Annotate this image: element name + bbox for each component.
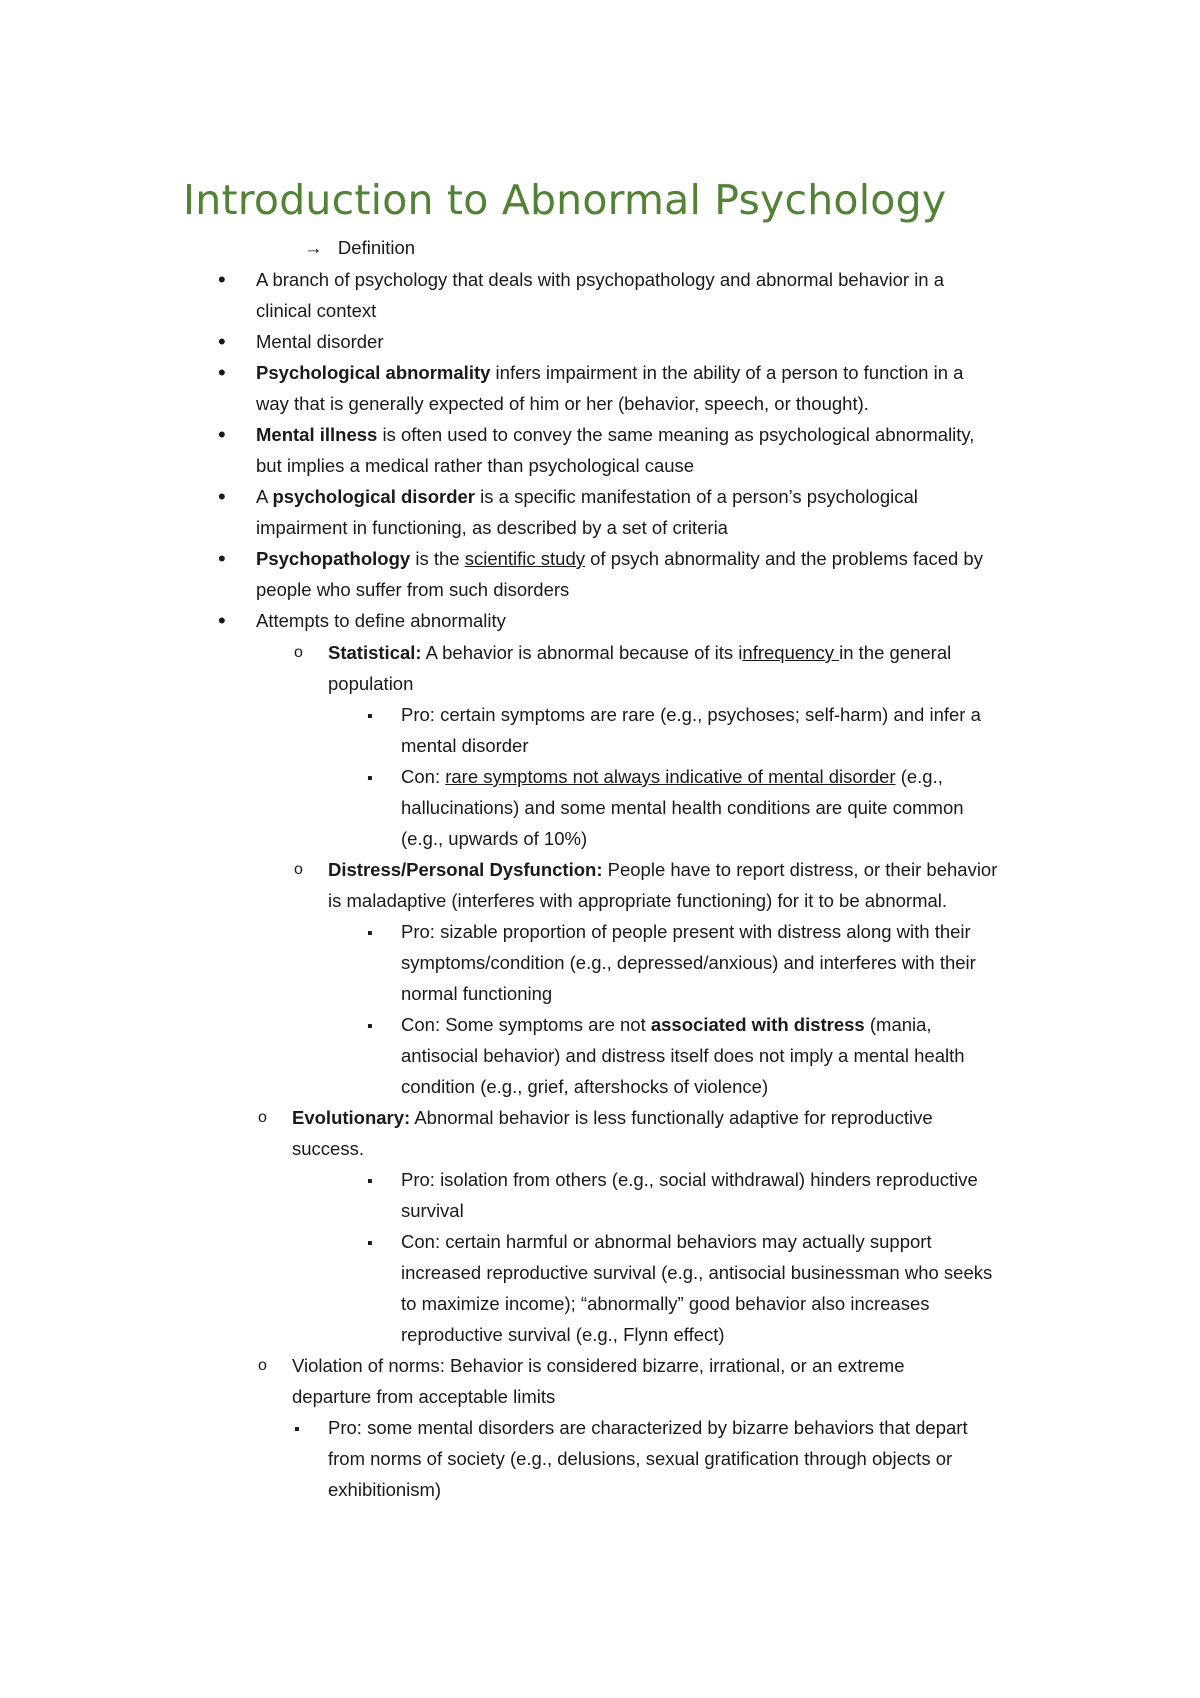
list-item: Statistical: A behavior is abnormal because of its infrequency in the general [328,642,952,663]
underlined-phrase: scientific study [464,548,585,569]
bullet-dot-icon [218,361,226,386]
list-item-continuation: but implies a medical rather than psychological cause [256,455,695,476]
bullet-dot-icon [218,485,226,510]
term-bold: associated with distress [650,1014,865,1035]
list-item: Violation of norms: Behavior is considered bizarre, irrational, or an extreme [292,1355,905,1376]
circle-marker-icon: o [294,861,303,878]
circle-marker-icon: o [258,1357,267,1374]
list-item: Con: Some symptoms are not associated with distress (mania, [401,1014,932,1035]
bullet-dot-icon [218,609,226,634]
list-item: A branch of psychology that deals with psychopathology and abnormal behavior in a [256,269,945,290]
list-item: Mental illness is often used to convey the same meaning as psychological abnormality, [256,424,975,445]
bullet-dot-icon [218,423,226,448]
list-item: Psychological abnormality infers impairment in the ability of a person to function in a [256,362,964,383]
list-item-continuation: from norms of society (e.g., delusions, sexual gratification through objects or [328,1448,953,1469]
arrow-icon: → [304,237,323,258]
square-bullet-icon [367,920,373,946]
page-title: Introduction to Abnormal Psychology [183,176,947,224]
list-item: Attempts to define abnormality [256,610,506,631]
bullet-dot-icon [218,268,226,293]
list-item-continuation: exhibitionism) [328,1479,442,1500]
term-bold: Evolutionary: [292,1107,411,1128]
term-bold: psychological disorder [272,486,475,507]
list-item-continuation: departure from acceptable limits [292,1386,556,1407]
list-item-continuation: normal functioning [401,983,553,1004]
list-item-continuation: people who suffer from such disorders [256,579,570,600]
list-item: Psychopathology is the scientific study of psych abnormality and the problems faced by [256,548,983,569]
term-bold: Psychopathology [256,548,411,569]
circle-marker-icon: o [258,1109,267,1126]
term-bold: Statistical: [328,642,422,663]
circle-marker-icon: o [294,644,303,661]
list-item: Con: rare symptoms not always indicative of mental disorder (e.g., [401,766,943,787]
bullet-dot-icon [218,547,226,572]
list-item: A psychological disorder is a specific manifestation of a person’s psychological [256,486,918,507]
list-item-continuation: symptoms/condition (e.g., depressed/anxious) and interferes with their [401,952,976,973]
list-item-continuation: mental disorder [401,735,529,756]
list-item: Con: certain harmful or abnormal behaviors may actually support [401,1231,932,1252]
list-item-continuation: reproductive survival (e.g., Flynn effect) [401,1324,725,1345]
list-item-continuation: (e.g., upwards of 10%) [401,828,588,849]
definition-label: Definition [337,237,416,258]
list-item-continuation: population [328,673,414,694]
term-bold: Mental illness [256,424,378,445]
square-bullet-icon [367,703,373,729]
list-item: Evolutionary: Abnormal behavior is less functionally adaptive for reproductive [292,1107,933,1128]
bullet-dot-icon [218,330,226,355]
list-item: Pro: sizable proportion of people present with distress along with their [401,921,971,942]
list-item: Distress/Personal Dysfunction: People have to report distress, or their behavior [328,859,998,880]
list-item: Pro: certain symptoms are rare (e.g., psychoses; self-harm) and infer a [401,704,981,725]
list-item-continuation: impairment in functioning, as described by a set of criteria [256,517,728,538]
list-item-continuation: increased reproductive survival (e.g., antisocial businessman who seeks [401,1262,993,1283]
list-item-continuation: clinical context [256,300,377,321]
list-item-continuation: success. [292,1138,364,1159]
square-bullet-icon [367,1230,373,1256]
square-bullet-icon [367,1013,373,1039]
underlined-phrase: nfrequency [742,642,840,663]
definition-heading [304,236,415,260]
list-item-continuation: way that is generally expected of him or her (behavior, speech, or thought). [256,393,869,414]
square-bullet-icon [294,1416,300,1442]
square-bullet-icon [367,1168,373,1194]
underlined-phrase: rare symptoms not always indicative of mental disorder [445,766,896,787]
list-item-continuation: to maximize income); “abnormally” good behavior also increases [401,1293,930,1314]
list-item-continuation: condition (e.g., grief, aftershocks of violence) [401,1076,769,1097]
list-item-continuation: hallucinations) and some mental health conditions are quite common [401,797,964,818]
term-bold: Psychological abnormality [256,362,491,383]
list-item: Mental disorder [256,331,384,352]
square-bullet-icon [367,765,373,791]
term-bold: Distress/Personal Dysfunction: [328,859,603,880]
list-item: Pro: isolation from others (e.g., social withdrawal) hinders reproductive [401,1169,978,1190]
list-item-continuation: is maladaptive (interferes with appropriate functioning) for it to be abnormal. [328,890,948,911]
list-item-continuation: antisocial behavior) and distress itself does not imply a mental health [401,1045,965,1066]
list-item: Pro: some mental disorders are characterized by bizarre behaviors that depart [328,1417,968,1438]
list-item-continuation: survival [401,1200,464,1221]
